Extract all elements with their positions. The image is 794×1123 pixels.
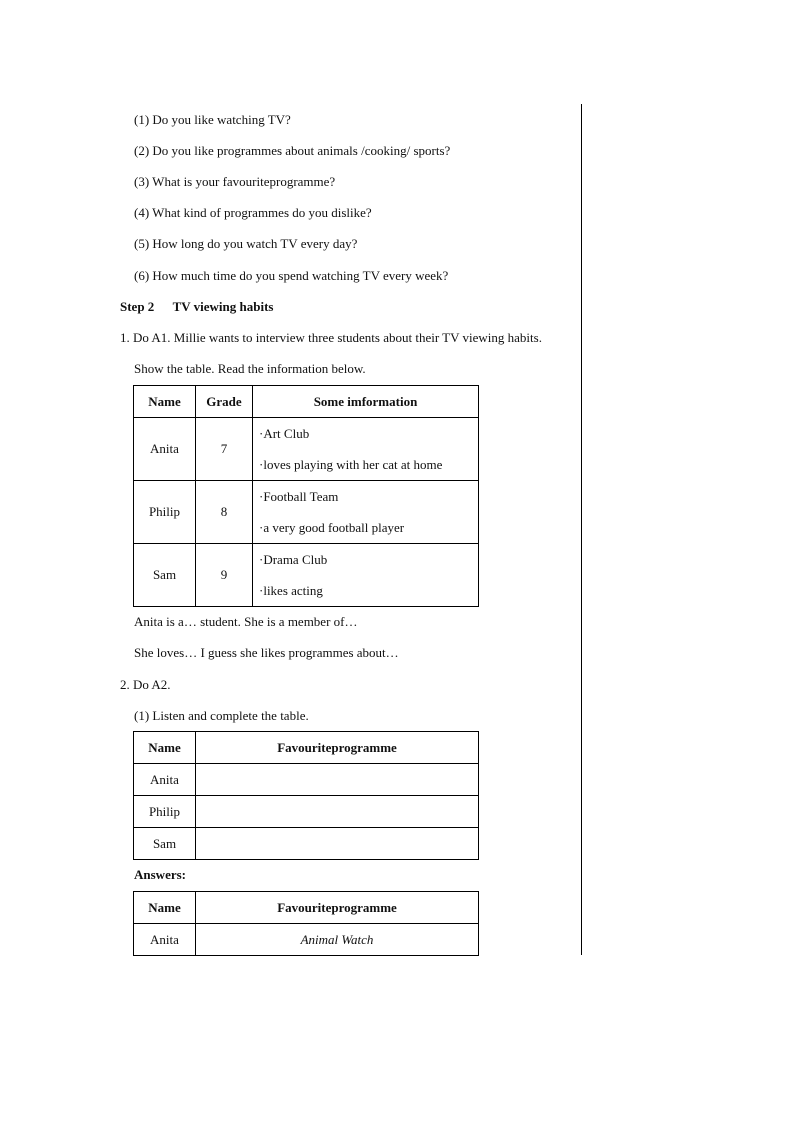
cell-name: Anita <box>134 764 196 796</box>
question-6: (6) How much time do you spend watching TV every week? <box>134 268 449 283</box>
header-grade: Grade <box>196 386 253 418</box>
page-margin-line <box>581 104 582 955</box>
cell-name: Philip <box>134 481 196 544</box>
cell-answer-blank[interactable] <box>196 764 479 796</box>
header-favourite: Favouriteprogramme <box>196 892 479 924</box>
table-row <box>134 481 479 544</box>
step-2-heading <box>120 299 273 315</box>
info-line: ·likes acting <box>259 583 323 598</box>
cell-answer-blank[interactable] <box>196 828 479 860</box>
cell-answer-blank[interactable] <box>196 796 479 828</box>
cell-name: Anita <box>134 418 196 481</box>
info-line: ·loves playing with her cat at home <box>259 457 443 472</box>
cell-info <box>253 544 479 607</box>
step-2-label: Step 2 <box>120 299 155 314</box>
table-row <box>134 764 479 796</box>
table-row <box>134 418 479 481</box>
table-header-row <box>134 892 479 924</box>
cell-name: Sam <box>134 544 196 607</box>
question-2: (2) Do you like programmes about animals /cooking/ sports? <box>134 143 451 158</box>
table-header-row <box>134 386 479 418</box>
table-row <box>134 544 479 607</box>
cell-grade: 9 <box>196 544 253 607</box>
table-row <box>134 924 479 956</box>
table-header-row <box>134 732 479 764</box>
header-favourite: Favouriteprogramme <box>196 732 479 764</box>
info-line: ·Drama Club <box>259 552 328 567</box>
sentence-2: She loves… I guess she likes programmes about… <box>134 645 399 660</box>
cell-info <box>253 481 479 544</box>
cell-name: Anita <box>134 924 196 956</box>
a1-instruction: 1. Do A1. Millie wants to interview three students about their TV viewing habits. <box>120 330 542 345</box>
a2-instruction: 2. Do A2. <box>120 677 171 692</box>
cell-name: Philip <box>134 796 196 828</box>
header-info: Some imformation <box>253 386 479 418</box>
step-2-title: TV viewing habits <box>172 299 274 314</box>
cell-grade: 8 <box>196 481 253 544</box>
header-name: Name <box>134 892 196 924</box>
question-4: (4) What kind of programmes do you dislike? <box>134 205 372 220</box>
header-name: Name <box>134 732 196 764</box>
sentence-1: Anita is a… student. She is a member of… <box>134 614 358 629</box>
info-line: ·Art Club <box>259 426 310 441</box>
cell-grade: 7 <box>196 418 253 481</box>
question-5: (5) How long do you watch TV every day? <box>134 236 358 251</box>
a2-subinstruction: (1) Listen and complete the table. <box>134 708 309 723</box>
question-1: (1) Do you like watching TV? <box>134 112 291 127</box>
info-line: ·a very good football player <box>259 520 405 535</box>
table-row <box>134 796 479 828</box>
answers-label: Answers: <box>134 867 186 882</box>
cell-answer: Animal Watch <box>196 924 479 956</box>
table-row <box>134 828 479 860</box>
answers-table <box>133 891 479 956</box>
a1-subinstruction: Show the table. Read the information below. <box>134 361 366 376</box>
question-3: (3) What is your favouriteprogramme? <box>134 174 336 189</box>
info-line: ·Football Team <box>259 489 339 504</box>
cell-info <box>253 418 479 481</box>
favourite-table <box>133 731 479 860</box>
header-name: Name <box>134 386 196 418</box>
info-table <box>133 385 479 607</box>
cell-name: Sam <box>134 828 196 860</box>
